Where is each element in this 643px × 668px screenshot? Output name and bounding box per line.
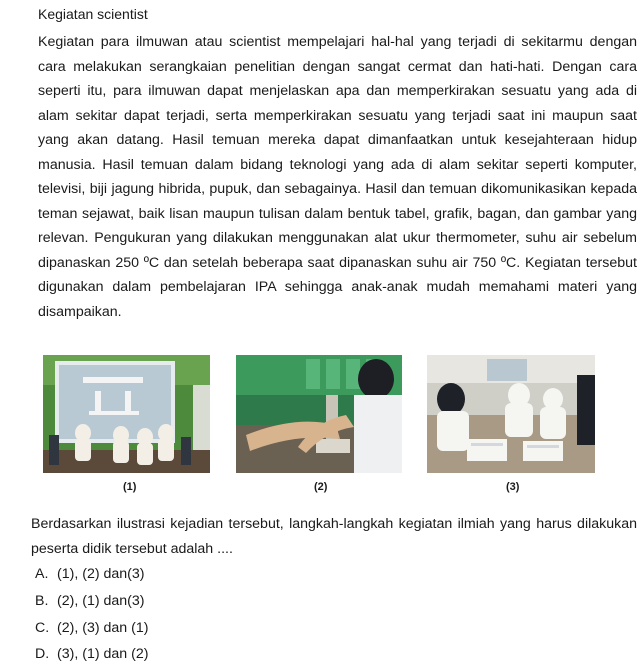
- option-a-label: A.: [35, 566, 49, 582]
- option-a[interactable]: [35, 566, 145, 582]
- option-d[interactable]: [35, 646, 148, 662]
- photo-experiment: [236, 355, 402, 473]
- option-b-label: B.: [35, 593, 49, 609]
- section-heading: Kegiatan scientist: [38, 6, 148, 22]
- photo-caption-1: (1): [123, 481, 137, 493]
- photo-caption-2: (2): [314, 481, 328, 493]
- option-c-label: C.: [35, 620, 50, 636]
- option-b[interactable]: [35, 593, 145, 609]
- option-d-text: (3), (1) dan (2): [57, 646, 149, 662]
- photo-presentation: [43, 355, 210, 473]
- body-paragraph: Kegiatan para ilmuwan atau scientist mempelajari hal-hal yang terjadi di sekitarmu dengan cara melakukan serangkaian penelitian dengan sangat cermat dan hati-hati. Dengan cara seperti itu, para ilmuwan dapat menjelaskan apa dan memperkirakan sesuatu yang ada di alam sekitar dapat terjadi, serta memperkirakan sesuatu yang terjadi saat ini maupun saat yang akan datang. Hasil temuan mereka dapat dimanfaatkan untuk kesejahteraan hidup manusia. Hasil temuan dalam bidang teknologi yang ada di alam sekitar seperti komputer, televisi, biji jagung hibrida, pupuk, dan sebagainya. Hasil dan temuan dikomunikasikan kepada teman sejawat, baik lisan maupun tulisan dalam bentuk tabel, grafik, bagan, dan gambar yang relevan. Pengukuran yang dilakukan menggunakan alat ukur thermometer, suhu air sebelum dipanaskan 250 ºC dan setelah beberapa saat dipanaskan suhu air 750 ºC. Kegiatan tersebut digunakan dalam pembelajaran IPA sehingga anak-anak mudah memahami materi yang disampaikan.: [38, 34, 637, 320]
- option-a-text: (1), (2) dan(3): [57, 566, 145, 582]
- option-c[interactable]: [35, 620, 148, 636]
- option-b-text: (2), (1) dan(3): [57, 593, 145, 609]
- question-text: Berdasarkan ilustrasi kejadian tersebut, langkah-langkah kegiatan ilmiah yang harus dilakukan peserta didik tersebut adalah ....: [31, 516, 637, 557]
- option-c-text: (2), (3) dan (1): [57, 620, 149, 636]
- photo-students-reading: [427, 355, 595, 473]
- option-d-label: D.: [35, 646, 50, 662]
- photo-caption-3: (3): [506, 481, 520, 493]
